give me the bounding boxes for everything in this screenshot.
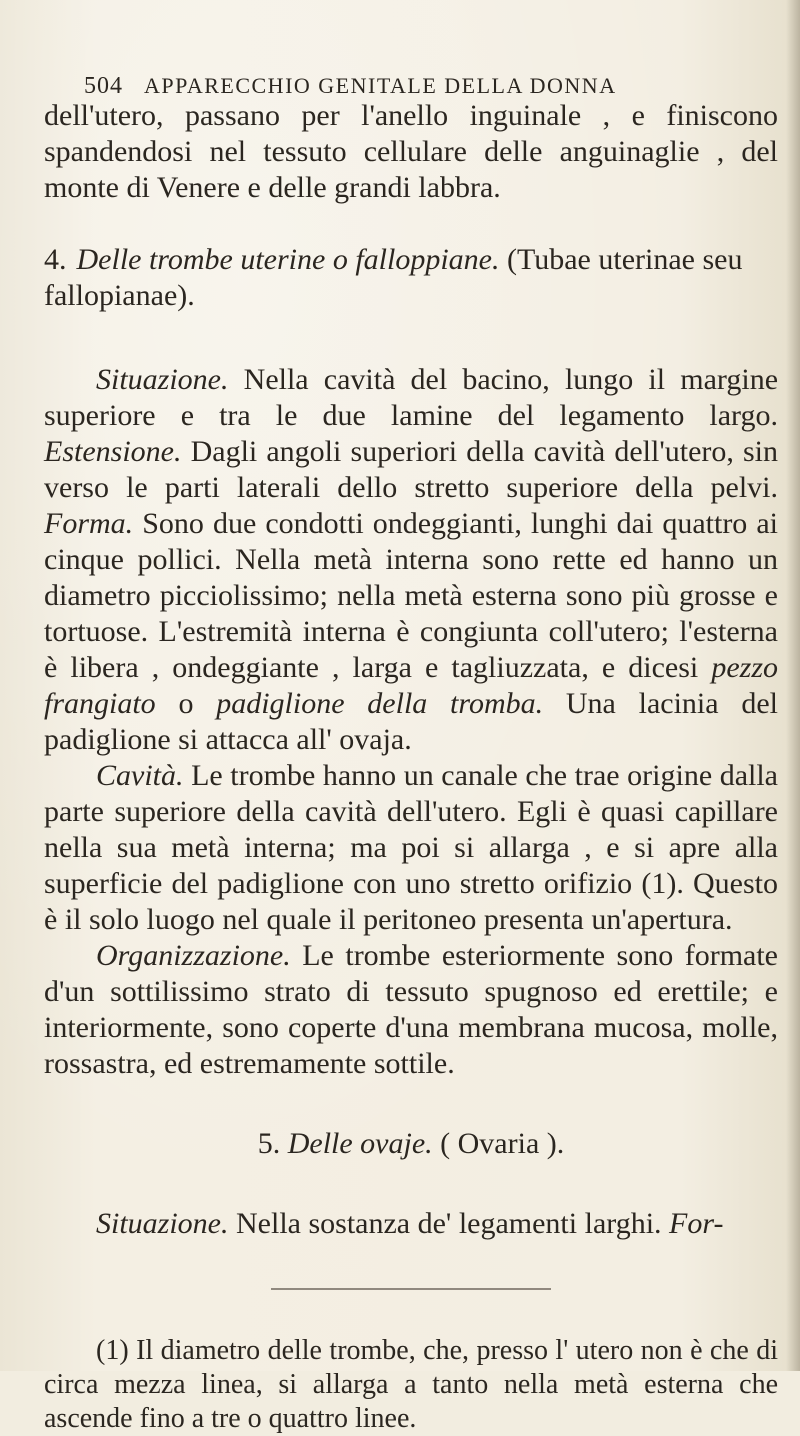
estensione-label: Estensione. xyxy=(44,435,182,468)
section-5-number: 5. xyxy=(257,1127,281,1160)
section-5-heading xyxy=(44,1126,778,1162)
intro-paragraph: dell'utero, passano per l'anello inguinale , e finiscono spandendosi nel tessuto cellulare delle anguinaglie , del monte di Venere e delle grandi labbra. xyxy=(44,99,778,204)
forma-text-2: Una lacinia del padiglione si attacca all' ovaja. xyxy=(44,687,778,756)
footnote-divider xyxy=(271,1288,551,1290)
situazione-5-text: Nella sostanza de' legamenti larghi. xyxy=(236,1207,662,1240)
forma-label: Forma. xyxy=(44,507,134,540)
cavita-paragraph xyxy=(44,758,778,938)
organizzazione-label: Organizzazione. xyxy=(96,939,291,972)
estensione-text: Dagli angoli superiori della cavità dell'utero, sin verso le parti laterali dello stretto superiore della pelvi. xyxy=(44,435,779,504)
organizzazione-text: Le trombe esteriormente sono formate d'un sottilissimo strato di tessuto spugnoso ed erettile; e interiormente, sono coperte d'una membrana mucosa, molle, rossastra, ed estremamente sottile. xyxy=(44,939,778,1080)
section-4-heading xyxy=(44,242,778,314)
section-4-title: Delle trombe uterine o falloppiane. xyxy=(76,243,500,276)
situazione-paragraph xyxy=(44,362,778,758)
section-4-latin-title: (Tubae uterinae seu fallopianae). xyxy=(44,243,743,312)
running-title: APPARECCHIO GENITALE DELLA DONNA xyxy=(144,73,617,98)
situazione-5-label: Situazione. xyxy=(96,1207,229,1240)
forma-term-1: pezzo frangiato xyxy=(44,651,779,720)
section-4-number: 4. xyxy=(44,243,67,276)
forma-text-1: Sono due condotti ondeggianti, lunghi dai quattro ai cinque pollici. Nella metà interna sono rette ed hanno un diametro picciolissimo; nella metà esterna sono più grosse e tortuose. L'estremità interna è congiunta coll'utero; l'esterna è libera , ondeggiante , larga e tagliuzzata, e dicesi xyxy=(44,507,779,684)
forma-conj: o xyxy=(178,687,194,720)
forma-term-2: padiglione della tromba. xyxy=(216,687,544,720)
situazione-label: Situazione. xyxy=(96,363,229,396)
page-number: 504 xyxy=(84,73,123,99)
running-header xyxy=(84,68,778,98)
page-text xyxy=(44,68,778,1436)
footnote: (1) Il diametro delle trombe, che, presso l' utero non è che di circa mezza linea, si allarga a tanto nella metà esterna che ascende fino a tre o quattro linee. xyxy=(44,1335,778,1434)
section-5-latin-title: ( Ovaria ). xyxy=(440,1127,565,1160)
cavita-text: Le trombe hanno un canale che trae origine dalla parte superiore della cavità dell'utero. Egli è quasi capillare nella sua metà interna; ma poi si allarga , e si apre alla superficie del padiglione con uno stretto orifizio (1). Questo è il solo luogo nel quale il peritoneo presenta un'apertura. xyxy=(44,759,778,936)
forma-5-label: For- xyxy=(669,1207,724,1240)
section-5-title: Delle ovaje. xyxy=(287,1127,433,1160)
situazione-text: Nella cavità del bacino, lungo il margine superiore e tra le due lamine del legamento largo. xyxy=(44,363,779,432)
page-edge-shadow xyxy=(786,0,800,1371)
cavita-label: Cavità. xyxy=(96,759,184,792)
situazione-5-paragraph xyxy=(44,1206,778,1242)
organizzazione-paragraph xyxy=(44,938,778,1082)
